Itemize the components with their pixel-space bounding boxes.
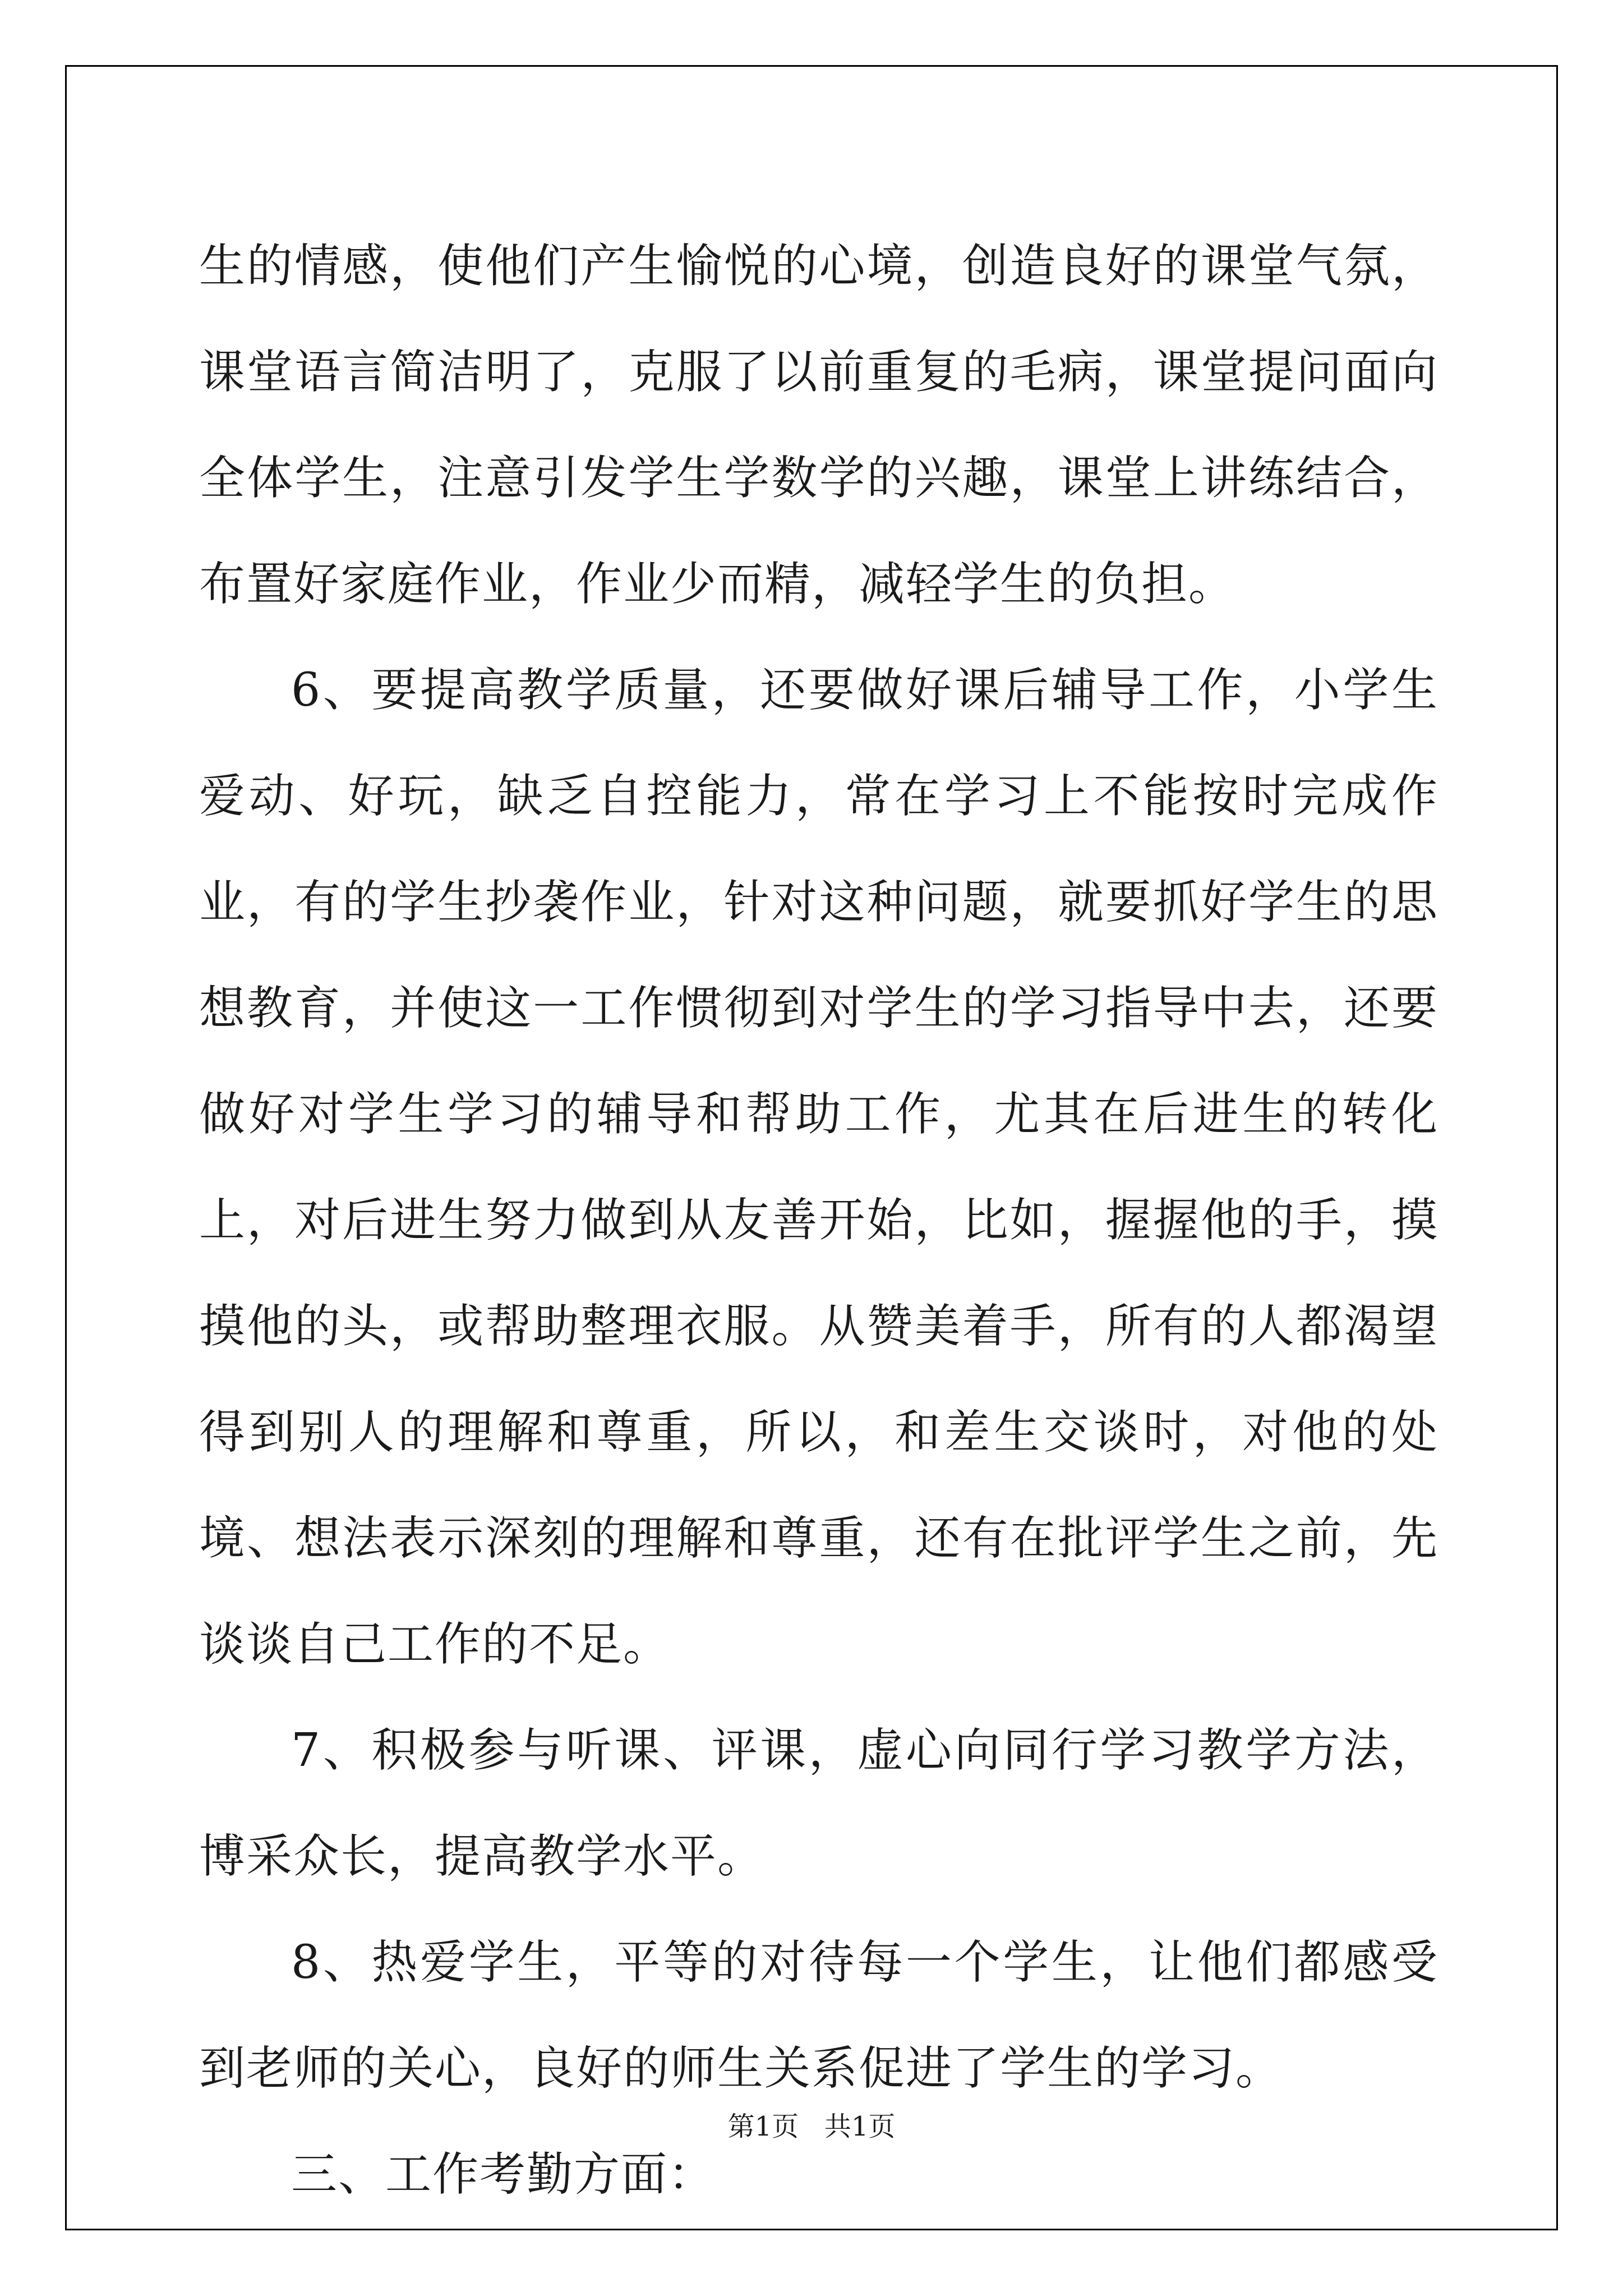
paragraph: 8、热爱学生，平等的对待每一个学生，让他们都感受到老师的关心，良好的师生关系促进了学生的学习。	[199, 1936, 1438, 2095]
paragraph: 7、积极参与听课、评课，虚心向同行学习教学方法，博采众长，提高教学水平。	[199, 1724, 1438, 1883]
page-footer: 第1页 共1页	[727, 2111, 896, 2142]
document-body	[199, 213, 1438, 2228]
paragraph: 生的情感，使他们产生愉悦的心境，创造良好的课堂气氛，课堂语言简洁明了，克服了以前重复的毛病，课堂提问面向全体学生，注意引发学生学数学的兴趣，课堂上讲练结合，布置好家庭作业，作业少而精，减轻学生的负担。	[199, 240, 1438, 611]
paragraph: 三、工作考勤方面：	[291, 2148, 716, 2201]
paragraph: 6、要提高教学质量，还要做好课后辅导工作，小学生爱动、好玩，缺乏自控能力，常在学习上不能按时完成作业，有的学生抄袭作业，针对这种问题，就要抓好学生的思想教育，并使这一工作惯彻到对学生的学习指导中去，还要做好对学生学习的辅导和帮助工作，尤其在后进生的转化上，对后进生努力做到从友善开始，比如，握握他的手，摸摸他的头，或帮助整理衣服。从赞美着手，所有的人都渴望得到别人的理解和尊重，所以，和差生交谈时，对他的处境、想法表示深刻的理解和尊重，还有在批评学生之前，先谈谈自己工作的不足。	[199, 664, 1438, 1671]
